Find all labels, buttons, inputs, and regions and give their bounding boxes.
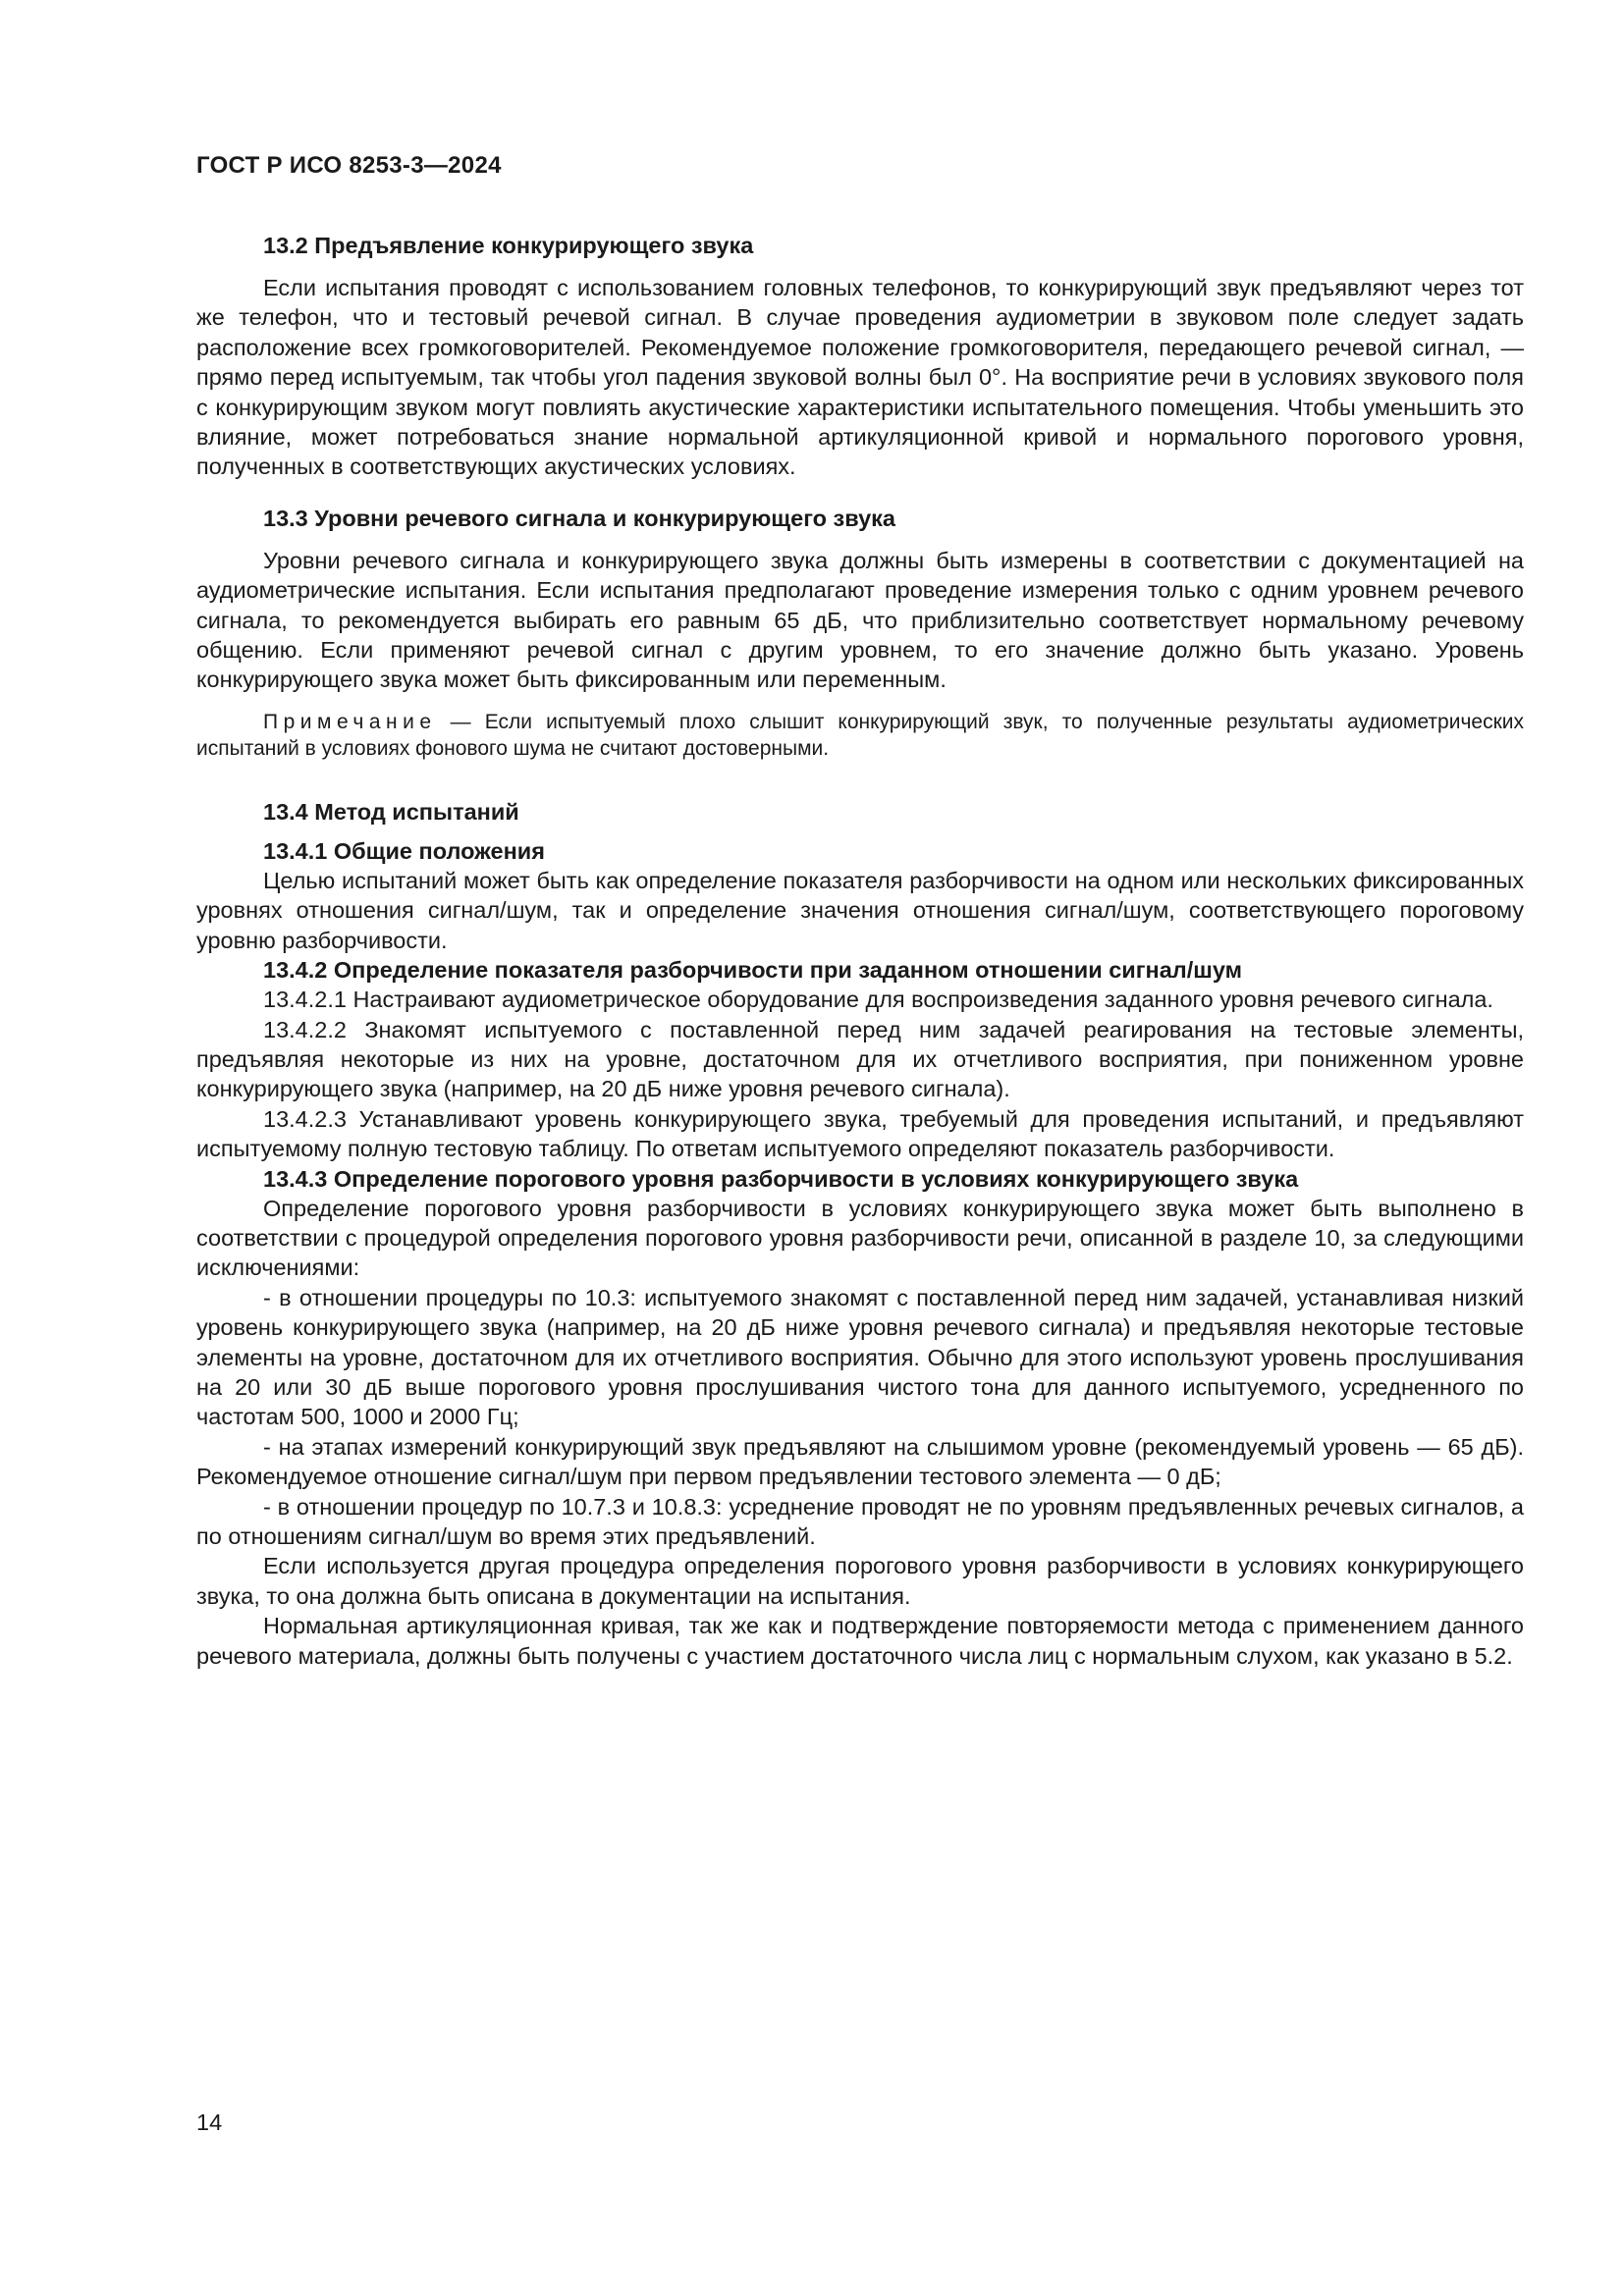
paragraph: 13.4.2.2 Знакомят испытуемого с поставленной перед ним задачей реагирования на тестовые элементы, предъявляя некоторые из них на уровне, достаточном для их отчетливого восприятия, при пониженном уровне конкурирующего звука (например, на 20 дБ ниже уровня речевого сигнала).: [196, 1016, 1524, 1102]
note: [196, 709, 1524, 762]
list-item: - в отношении процедур по 10.7.3 и 10.8.3: усреднение проводят не по уровням предъявленных речевых сигналов, а по отношениям сигнал/шум во время этих предъявлений.: [196, 1493, 1524, 1549]
paragraph: 13.4.2.1 Настраивают аудиометрическое оборудование для воспроизведения заданного уровня речевого сигнала.: [263, 987, 1493, 1013]
list-item: - в отношении процедуры по 10.3: испытуемого знакомят с поставленной перед ним задачей, устанавливая низкий уровень конкурирующего звука (например, на 20 дБ ниже уровня речевого сигнала) и предъявляя некоторые тестовые элементы на уровне, достаточном для их отчетливого восприятия. Обычно для этого используют уровень прослушивания на 20 или 30 дБ выше порогового уровня прослушивания чистого тона для данного испытуемого, усредненного по частотам 500, 1000 и 2000 Гц;: [196, 1284, 1524, 1430]
paragraph: 13.4.2.3 Устанавливают уровень конкурирующего звука, требуемый для проведения испытаний, и предъявляют испытуемому полную тестовую таблицу. По ответам испытуемого определяют показатель разборчивости.: [196, 1105, 1524, 1162]
section-13-3: [196, 504, 1524, 762]
paragraph: Уровни речевого сигнала и конкурирующего звука должны быть измерены в соответствии с документацией на аудиометрические испытания. Если испытания предполагают проведение измерения только с одним уровнем речевого сигнала, то рекомендуется выбирать его равным 65 дБ, что приблизительно соответствует нормальному речевому общению. Если применяют речевой сигнал с другим уровнем, то его значение должно быть указано. Уровень конкурирующего звука может быть фиксированным или переменным.: [196, 547, 1524, 693]
section-13-4: [196, 797, 1524, 1671]
paragraph: Если используется другая процедура определения порогового уровня разборчивости в условиях конкурирующего звука, то она должна быть описана в документации на испытания.: [196, 1553, 1524, 1609]
page-number: 14: [196, 2109, 223, 2135]
subsection-heading: 13.4.1 Общие положения: [263, 837, 545, 864]
subsection-heading: 13.4.2 Определение показателя разборчивости при заданном отношении сигнал/шум: [263, 957, 1242, 984]
document-code: ГОСТ Р ИСО 8253-3—2024: [196, 152, 502, 179]
section-heading: 13.3 Уровни речевого сигнала и конкурирующего звука: [263, 505, 896, 531]
subsection-heading: 13.4.3 Определение порогового уровня разборчивости в условиях конкурирующего звука: [263, 1165, 1299, 1192]
section-heading: 13.4 Метод испытаний: [263, 798, 519, 825]
note-label: Примечание: [263, 710, 437, 733]
list-item: - на этапах измерений конкурирующий звук предъявляют на слышимом уровне (рекомендуемый уровень — 65 дБ). Рекомендуемое отношение сигнал/шум при первом предъявлении тестового элемента — 0 дБ;: [196, 1433, 1524, 1490]
paragraph: Если испытания проводят с использованием головных телефонов, то конкурирующий звук предъявляют через тот же телефон, что и тестовый речевой сигнал. В случае проведения аудиометрии в звуковом поле следует задать расположение всех громкоговорителей. Рекомендуемое положение громкоговорителя, передающего речевой сигнал, — прямо перед испытуемым, так чтобы угол падения звуковой волны был 0°. На восприятие речи в условиях звукового поля с конкурирующим звуком могут повлиять акустические характеристики испытательного помещения. Чтобы уменьшить это влияние, может потребоваться знание нормальной артикуляционной кривой и нормального порогового уровня, полученных в соответствующих акустических условиях.: [196, 275, 1524, 480]
section-13-2: [196, 231, 1524, 482]
paragraph: Целью испытаний может быть как определение показателя разборчивости на одном или нескольких фиксированных уровнях отношения сигнал/шум, так и определение значения отношения сигнал/шум, соответствующего пороговому уровню разборчивости.: [196, 867, 1524, 953]
paragraph: Нормальная артикуляционная кривая, так же как и подтверждение повторяемости метода с применением данного речевого материала, должны быть получены с участием достаточного числа лиц с нормальным слухом, как указано в 5.2.: [196, 1613, 1524, 1669]
section-heading: 13.2 Предъявление конкурирующего звука: [263, 233, 754, 258]
paragraph: Определение порогового уровня разборчивости в условиях конкурирующего звука может быть выполнено в соответствии с процедурой определения порогового уровня разборчивости речи, описанной в разделе 10, за следующими исключениями:: [196, 1195, 1524, 1281]
document-page: [196, 152, 1524, 1671]
note-text: — Если испытуемый плохо слышит конкурирующий звук, то полученные результаты аудиометрических испытаний в условиях фонового шума не считают достоверными.: [196, 710, 1524, 760]
